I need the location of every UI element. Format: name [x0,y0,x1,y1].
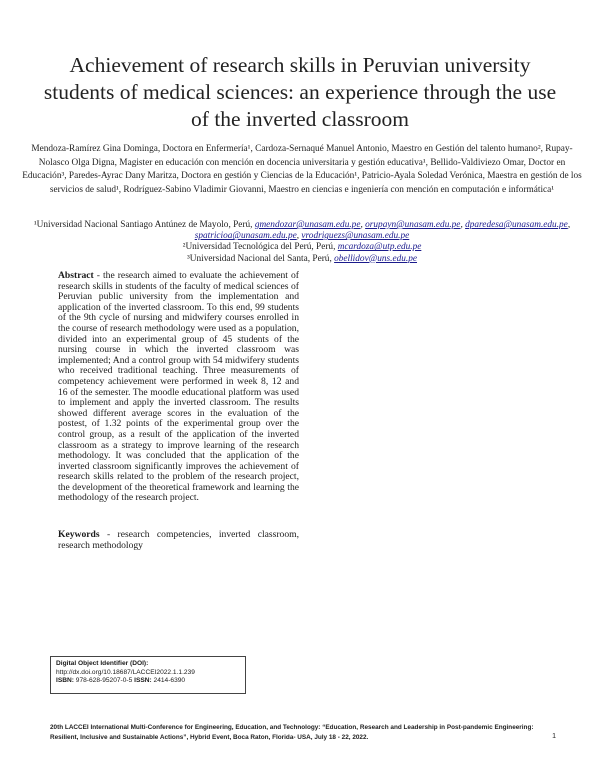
abstract-text: - the research aimed to evaluate the achievement of research skills in students of the faculty of medical sciences of Peruvian public university from the implementation and application of the inverted classroom. To this end, 99 students of the 9th cycle of nursing and midwifery courses enrolled in the course of research methodology were used as a population, divided into an experimental group of 45 students of the nursing course in which the inverted classroom was implemented; And a control group with 54 midwifery students who received traditional teaching. Three measurements of competency achievement were performed in week 8, 12 and 16 of the semester. The moodle educational platform was used to implement and apply the inverted classroom. The results showed different average scores in the evaluation of the postest, of 1.32 points of the experimental group over the control group, as a result of the application of the inverted classroom as a strategy to improve learning of the research methodology. It was concluded that the application of the inverted classroom significantly improves the achievement of research skills related to the problem of the research project, the development of the theoretical framework and learning the methodology of the research project. [58,270,299,504]
page-number: 1 [552,733,556,740]
affiliation-3 [22,254,582,265]
paper-title: Achievement of research skills in Peruvian university students of medical sciences: an experience through the use of the inverted classroom [43,53,557,131]
conference-footer: 20th LACCEI International Multi-Conference for Engineering, Education, and Technology: “Education, Research and Leadership in Post-pandemic Engineering: Resilient, Inclusive and Sustainable Actions”, Hybrid Event, Boca Raton, Florida- USA, July 18 - 22, 2022. [50,724,534,741]
abstract [58,271,299,504]
keywords-text: - research competencies, inverted classroom, research methodology [58,529,299,551]
doi-url[interactable]: http://dx.doi.org/10.18687/LACCEI2022.1.1.239 [56,668,195,676]
email-link[interactable]: dparedesa@unasam.edu.pe [465,220,568,230]
isbn-label: ISBN: [56,677,74,685]
email-link[interactable]: mcardoza@utp.edu.pe [337,242,422,253]
abstract-label: Abstract [58,270,94,281]
isbn-value: 978-628-95207-0-5 [75,677,133,685]
email-link[interactable]: orupayn@unasam.edu.pe [365,220,461,230]
email-link[interactable]: vrodriguezs@unasam.edu.pe [301,231,410,242]
email-link[interactable]: obellidov@uns.edu.pe [334,253,418,264]
email-link[interactable]: gmendozar@unasam.edu.pe [254,220,361,230]
issn-label: ISSN: [134,677,152,685]
doi-heading: Digital Object Identifier (DOI): [56,660,149,667]
affiliation-2-text: ²Universidad Tecnológica del Perú, Perú, [182,242,338,253]
affiliation-2 [22,242,582,253]
affiliation-3-text: ³Universidad Nacional del Santa, Perú, [186,253,335,264]
affiliations [22,220,582,265]
doi-box [50,656,246,694]
keywords [58,529,299,551]
issn-value: 2414-6390 [153,677,186,685]
isbn-issn [56,677,245,686]
affiliation-1-text: ¹Universidad Nacional Santiago Antúnez de Mayolo, Perú, [33,220,255,230]
author-list: Mendoza-Ramírez Gina Dominga, Doctora en Enfermería¹, Cardoza-Sernaqué Manuel Antonio, Maestro en Gestión del talento humano², Rupay-Nolasco Olga Digna, Magister en educación con mención en docencia universitaria y gestión educativa¹, Bellido-Valdiviezo Omar, Doctor en Educación³, Paredes-Ayrac Dany Maritza, Doctora en gestión y Ciencias de la Educación¹, Patricio-Ayala Soledad Verónica, Maestra en gestión de los servicios de salud¹, Rodríguez-Sabino Vladimir Giovanni, Maestro en ciencias e ingeniería con mención en computación e informática¹ [22,144,582,195]
keywords-label: Keywords [58,529,100,540]
email-link[interactable]: spatricioa@unasam.edu.pe [194,231,297,242]
affiliation-1: ¹Universidad Nacional Santiago Antúnez de Mayolo, Perú, gmendozar@unasam.edu.pe, orupayn@unasam.edu.pe, dparedesa@unasam.edu.pe, spatricioa@unasam.edu.pe, vrodriguezs@unasam.edu.pe [33,220,571,242]
